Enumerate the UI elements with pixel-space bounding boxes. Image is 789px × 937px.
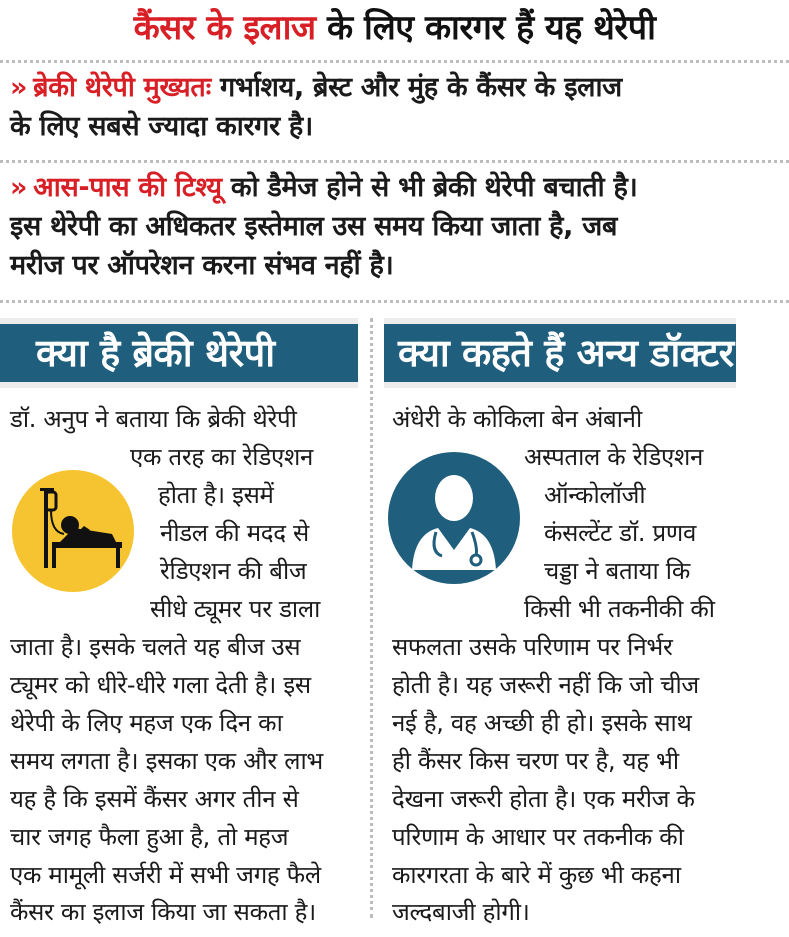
left-line: एक तरह का रेडिएशन bbox=[130, 443, 314, 471]
bullet-text: के लिए सबसे ज्यादा कारगर है। bbox=[10, 111, 313, 142]
bullet-text: को डैमेज होने से भी ब्रेकी थेरेपी बचाती है। bbox=[221, 172, 638, 203]
left-column-heading: क्या है ब्रेकी थेरेपी bbox=[0, 318, 358, 388]
right-line: ऑन्कोलॉजी bbox=[544, 481, 646, 509]
chevron-icon: » bbox=[10, 172, 28, 203]
left-line: एक मामूली सर्जरी में सभी जगह फैले bbox=[10, 861, 321, 889]
bullet-highlight: आस-पास की टिश्यू bbox=[33, 172, 222, 203]
right-line: अस्पताल के रेडिएशन bbox=[524, 443, 704, 471]
right-line: अंधेरी के कोकिला बेन अंबानी bbox=[392, 405, 642, 433]
right-line: कंसल्टेंट डॉ. प्रणव bbox=[544, 519, 697, 547]
headline-rest: के लिए कारगर हैं यह थेरेपी bbox=[327, 8, 656, 48]
right-line: परिणाम के आधार पर तकनीक की bbox=[392, 823, 684, 851]
left-line: होता है। इसमें bbox=[158, 481, 274, 509]
right-line: देखना जरूरी होता है। एक मरीज के bbox=[392, 785, 695, 813]
bullet-highlight: ब्रेकी थेरेपी मुख्यतः bbox=[33, 72, 211, 103]
right-line: नई है, वह अच्छी ही हो। इसके साथ bbox=[392, 709, 692, 737]
right-line: होती है। यह जरूरी नहीं कि जो चीज bbox=[392, 671, 699, 699]
right-line: सफलता उसके परिणाम पर निर्भर bbox=[392, 633, 673, 661]
divider bbox=[0, 160, 789, 163]
right-line: चड्डा ने बताया कि bbox=[544, 557, 691, 585]
left-line: रेडिएशन की बीज bbox=[160, 557, 307, 585]
headline bbox=[0, 4, 789, 52]
bullet-text: गर्भाशय, ब्रेस्ट और मुंह के कैंसर के इलाज bbox=[210, 72, 622, 103]
left-line: थेरेपी के लिए महज एक दिन का bbox=[10, 709, 283, 737]
left-line: समय लगता है। इसका एक और लाभ bbox=[10, 747, 323, 775]
left-line: कैंसर का इलाज किया जा सकता है। bbox=[10, 898, 316, 926]
patient-iv-drip-icon bbox=[12, 470, 134, 592]
divider bbox=[0, 60, 789, 63]
left-line: सीधे ट्यूमर पर डाला bbox=[150, 595, 321, 623]
bullet-point-1 bbox=[10, 68, 780, 146]
left-line: डॉ. अनुप ने बताया कि ब्रेकी थेरेपी bbox=[10, 405, 297, 433]
left-line: जाता है। इसके चलते यह बीज उस bbox=[10, 633, 301, 661]
chevron-icon: » bbox=[10, 72, 28, 103]
bullet-text: मरीज पर ऑपरेशन करना संभव नहीं है। bbox=[10, 250, 394, 281]
divider bbox=[0, 300, 789, 303]
right-line: जल्दबाजी होगी। bbox=[392, 898, 530, 926]
bullet-point-2 bbox=[10, 168, 780, 285]
doctor-stethoscope-icon bbox=[388, 452, 520, 584]
column-divider bbox=[370, 318, 373, 918]
left-line: यह है कि इसमें कैंसर अगर तीन से bbox=[10, 785, 299, 813]
right-line: किसी भी तकनीकी की bbox=[524, 595, 715, 623]
left-line: चार जगह फैला हुआ है, तो महज bbox=[10, 823, 289, 851]
left-line: ट्यूमर को धीरे-धीरे गला देती है। इस bbox=[10, 671, 311, 699]
left-line: नीडल की मदद से bbox=[160, 519, 309, 547]
bullet-text: इस थेरेपी का अधिकतर इस्तेमाल उस समय किया जाता है, जब bbox=[10, 211, 618, 242]
headline-highlight: कैंसर के इलाज bbox=[133, 8, 316, 48]
right-line: कारगरता के बारे में कुछ भी कहना bbox=[392, 861, 681, 889]
right-column-heading: क्या कहते हैं अन्य डॉक्टर bbox=[384, 318, 736, 388]
right-line: ही कैंसर किस चरण पर है, यह भी bbox=[392, 747, 679, 775]
